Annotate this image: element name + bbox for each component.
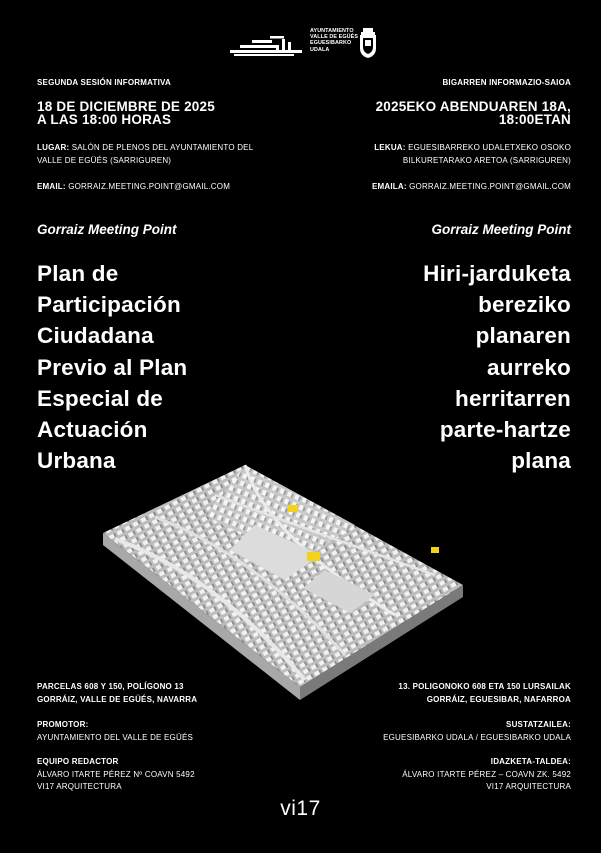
place-es: LUGAR: SALÓN DE PLENOS DEL AYUNTAMIENTO DEL VALLE DE EGÜÉS (SARRIGUREN): [37, 143, 254, 165]
email-es: EMAIL: GORRAIZ.MEETING.POINT@GMAIL.COM: [37, 182, 231, 191]
place-eu: LEKUA: EGUESIBARREKO UDALETXEKO OSOKO BILKURETARAKO ARETOA (SARRIGUREN): [374, 143, 571, 165]
marker-icon: [288, 505, 298, 512]
marker-icon: [307, 552, 320, 561]
session-label-eu: BIGARREN INFORMAZIO-SAIOA: [442, 78, 571, 87]
site-model-illustration: [95, 455, 475, 705]
coat-of-arms-icon: [358, 28, 378, 58]
header-logos: [0, 24, 601, 64]
ayuntamiento-logo-text: AYUNTAMIENTO VALLE DE EGÜÉS EGUESIBARKO UDALA: [310, 28, 359, 53]
promoter-es: PROMOTOR: AYUNTAMIENTO DEL VALLE DE EGÜÉS: [37, 720, 194, 742]
meeting-point-eu: Gorraiz Meeting Point: [431, 222, 571, 237]
parcels-es: PARCELAS 608 Y 150, POLÍGONO 13 GORRÁIZ, VALLE DE EGÜÉS, NAVARRA: [37, 682, 198, 704]
marker-icon: [431, 547, 439, 553]
email-link-eu[interactable]: GORRAIZ.MEETING.POINT@GMAIL.COM: [406, 182, 571, 191]
session-label-es: SEGUNDA SESIÓN INFORMATIVA: [37, 78, 171, 87]
building-logo-icon: [230, 36, 302, 58]
email-link-es[interactable]: GORRAIZ.MEETING.POINT@GMAIL.COM: [65, 182, 231, 191]
title-eu: Hiri-jarduketa bereziko planaren aurreko herritarren parte-hartze plana: [423, 261, 571, 474]
date-es: 18 DE DICIEMBRE DE 2025 A LAS 18:00 HORAS: [37, 99, 215, 127]
title-es: Plan de Participación Ciudadana Previo al Plan Especial de Actuación Urbana: [37, 261, 188, 474]
promoter-eu: SUSTATZAILEA: EGUESIBARKO UDALA / EGUESIBARKO UDALA: [383, 720, 571, 742]
brand-logo: vi17: [280, 797, 321, 820]
date-eu: 2025EKO ABENDUAREN 18A, 18:00ETAN: [375, 99, 571, 127]
parcels-eu: 13. POLIGONOKO 608 ETA 150 LURSAILAK GORRÁIZ, EGUESIBAR, NAFARROA: [398, 682, 571, 704]
team-eu: IDAZKETA-TALDEA: ÁLVARO ITARTE PÉREZ – COAVN ZK. 5492 VI17 ARQUITECTURA: [402, 757, 571, 791]
team-es: EQUIPO REDACTOR ÁLVARO ITARTE PÉREZ Nº COAVN 5492 VI17 ARQUITECTURA: [37, 757, 195, 791]
meeting-point-es: Gorraiz Meeting Point: [37, 222, 177, 237]
email-eu: EMAILA: GORRAIZ.MEETING.POINT@GMAIL.COM: [371, 182, 571, 191]
